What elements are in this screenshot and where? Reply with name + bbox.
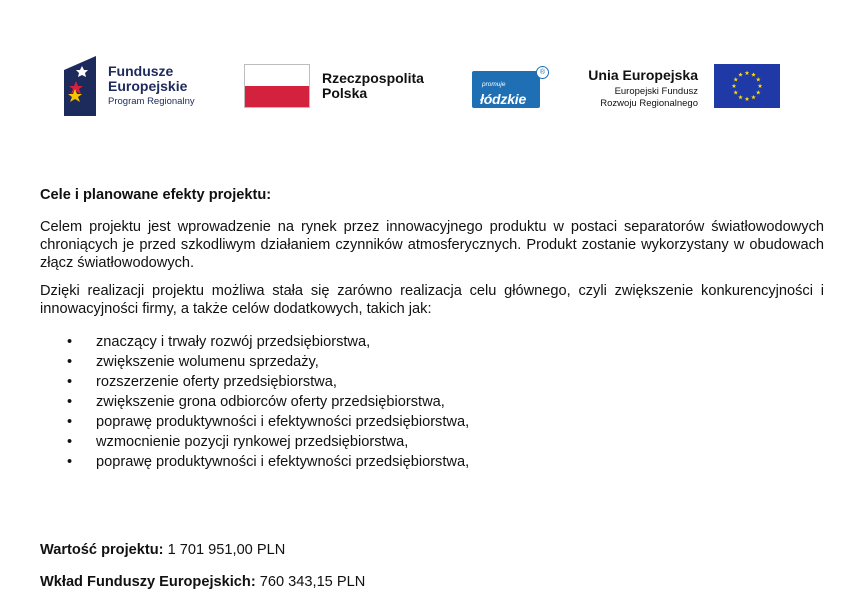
goals-list [40, 332, 824, 472]
list-item: • wzmocnienie pozycji rynkowej przedsiębiorstwa, [67, 434, 409, 450]
rzeczpospolita-line1: Rzeczpospolita [322, 70, 424, 86]
list-item: • rozszerzenie oferty przedsiębiorstwa, [67, 374, 337, 390]
bullet-icon: • [67, 394, 73, 410]
bullet-icon: • [67, 434, 73, 450]
lodzkie-big-text: łódzkie [480, 91, 527, 107]
project-value-amount: 1 701 951,00 PLN [163, 542, 286, 558]
fundusze-line2: Europejskie [108, 78, 188, 94]
eu-flag-icon [714, 64, 780, 108]
eu-contribution [40, 573, 365, 591]
ue-line3: Rozwoju Regionalnego [600, 98, 698, 109]
project-value [40, 541, 285, 559]
lodzkie-badge [472, 71, 540, 108]
paragraph-goal: Celem projektu jest wprowadzenie na rynek przez innowacyjnego produktu w postaci separatorów światłowodowych chroniących je przed szkodliwym działaniem czynników atmosferycznych. Produkt zostanie wykorzystany w obudowach złącz światłowodowych. [40, 219, 824, 271]
fundusze-europejskie-emblem-icon [64, 56, 96, 116]
unia-europejska-logo [588, 64, 784, 112]
rzeczpospolita-line2: Polska [322, 85, 368, 101]
bullet-icon: • [67, 334, 73, 350]
eu-contribution-amount: 760 343,15 PLN [255, 574, 366, 590]
ue-line2: Europejski Fundusz [614, 86, 698, 97]
registered-mark-icon: ® [536, 66, 549, 79]
bullet-icon: • [67, 354, 73, 370]
lodzkie-small-text: promuje [482, 81, 506, 88]
list-item: • zwiększenie wolumenu sprzedaży, [67, 354, 319, 370]
paragraph-effects: Dzięki realizacji projektu możliwa stała się zarówno realizacja celu głównego, czyli zwiększenie konkurencyjności i innowacyjności firmy, a także celów dodatkowych, takich jak: [40, 283, 824, 317]
fundusze-europejskie-logo [64, 56, 214, 116]
ue-line1: Unia Europejska [588, 67, 698, 83]
promuje-lodzkie-logo [472, 66, 548, 110]
fundusze-line1: Fundusze [108, 63, 174, 79]
list-item: • znaczący i trwały rozwój przedsiębiorstwa, [67, 334, 371, 350]
fundusze-line3: Program Regionalny [108, 96, 195, 107]
poland-flag-icon [244, 64, 310, 108]
bullet-icon: • [67, 454, 73, 470]
list-item: • zwiększenie grona odbiorców oferty przedsiębiorstwa, [67, 394, 445, 410]
bullet-icon: • [67, 414, 73, 430]
section-heading: Cele i planowane efekty projektu: [40, 187, 272, 203]
document-body [40, 186, 824, 472]
eu-contribution-label: Wkład Funduszy Europejskich: [40, 574, 256, 590]
project-value-label: Wartość projektu: [40, 542, 164, 558]
rzeczpospolita-polska-logo [244, 64, 444, 110]
bullet-icon: • [67, 374, 73, 390]
list-item: • poprawę produktywności i efektywności przedsiębiorstwa, [67, 454, 470, 470]
list-item: • poprawę produktywności i efektywności przedsiębiorstwa, [67, 414, 470, 430]
